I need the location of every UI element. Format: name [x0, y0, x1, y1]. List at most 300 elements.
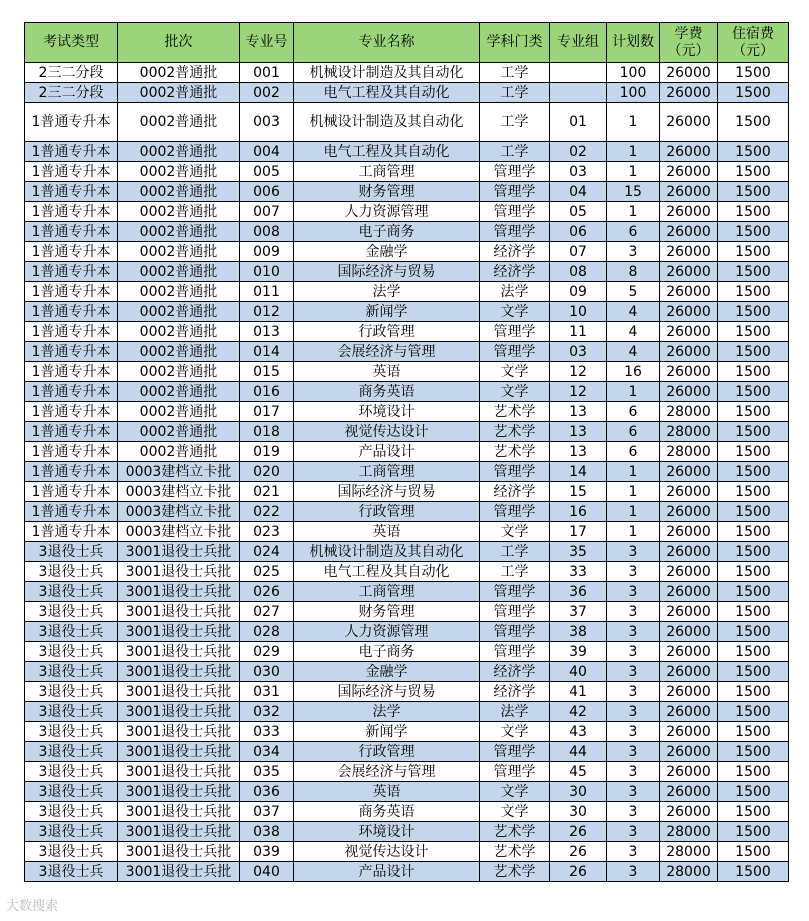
cell-plan-count: 6: [607, 422, 660, 442]
cell-plan-count: 1: [607, 522, 660, 542]
table-row: [25, 262, 789, 282]
cell-major-name: 行政管理: [294, 322, 480, 342]
cell-lodging-fee: 1500: [718, 382, 789, 402]
table-row: [25, 83, 789, 103]
cell-tuition: 26000: [660, 542, 718, 562]
cell-plan-count: 3: [607, 702, 660, 722]
header-discipline: 学科门类: [480, 23, 550, 63]
cell-major-name: 机械设计制造及其自动化: [294, 63, 480, 83]
cell-tuition: 26000: [660, 462, 718, 482]
cell-exam-type: 3退役士兵: [25, 662, 118, 682]
table-row: [25, 362, 789, 382]
cell-major-group: 17: [550, 522, 607, 542]
cell-major-name: 会展经济与管理: [294, 762, 480, 782]
cell-major-code: 022: [240, 502, 294, 522]
cell-batch: 0002普通批: [118, 342, 240, 362]
cell-plan-count: 3: [607, 642, 660, 662]
cell-tuition: 26000: [660, 162, 718, 182]
cell-lodging-fee: 1500: [718, 262, 789, 282]
cell-plan-count: 4: [607, 322, 660, 342]
cell-plan-count: 1: [607, 482, 660, 502]
cell-major-group: 30: [550, 782, 607, 802]
cell-batch: 0002普通批: [118, 202, 240, 222]
cell-tuition: 26000: [660, 642, 718, 662]
cell-discipline: 工学: [480, 83, 550, 103]
cell-lodging-fee: 1500: [718, 362, 789, 382]
cell-major-code: 001: [240, 63, 294, 83]
cell-plan-count: 5: [607, 282, 660, 302]
cell-discipline: 管理学: [480, 622, 550, 642]
cell-tuition: 26000: [660, 522, 718, 542]
table-row: [25, 162, 789, 182]
cell-discipline: 工学: [480, 63, 550, 83]
cell-major-group: 15: [550, 482, 607, 502]
table-body: [25, 63, 789, 882]
cell-batch: 0003建档立卡批: [118, 482, 240, 502]
cell-major-group: 10: [550, 302, 607, 322]
cell-tuition: 26000: [660, 482, 718, 502]
cell-lodging-fee: 1500: [718, 422, 789, 442]
cell-major-code: 012: [240, 302, 294, 322]
cell-plan-count: 3: [607, 662, 660, 682]
cell-discipline: 管理学: [480, 342, 550, 362]
table-row: [25, 103, 789, 142]
cell-major-name: 电气工程及其自动化: [294, 83, 480, 103]
cell-tuition: 26000: [660, 762, 718, 782]
cell-major-name: 国际经济与贸易: [294, 482, 480, 502]
cell-major-code: 007: [240, 202, 294, 222]
cell-major-code: 003: [240, 103, 294, 142]
cell-tuition: 26000: [660, 302, 718, 322]
table-row: [25, 442, 789, 462]
cell-lodging-fee: 1500: [718, 63, 789, 83]
cell-batch: 3001退役士兵批: [118, 642, 240, 662]
cell-discipline: 文学: [480, 362, 550, 382]
cell-tuition: 26000: [660, 342, 718, 362]
cell-plan-count: 3: [607, 822, 660, 842]
cell-tuition: 26000: [660, 262, 718, 282]
cell-major-code: 016: [240, 382, 294, 402]
cell-discipline: 管理学: [480, 182, 550, 202]
cell-exam-type: 1普通专升本: [25, 162, 118, 182]
table-row: [25, 322, 789, 342]
cell-batch: 0002普通批: [118, 142, 240, 162]
cell-major-name: 新闻学: [294, 302, 480, 322]
cell-exam-type: 2三二分段: [25, 83, 118, 103]
cell-major-group: 12: [550, 362, 607, 382]
cell-major-name: 环境设计: [294, 822, 480, 842]
cell-major-code: 006: [240, 182, 294, 202]
cell-exam-type: 1普通专升本: [25, 422, 118, 442]
cell-tuition: 26000: [660, 142, 718, 162]
cell-major-name: 环境设计: [294, 402, 480, 422]
cell-discipline: 法学: [480, 282, 550, 302]
cell-major-group: 26: [550, 842, 607, 862]
cell-batch: 3001退役士兵批: [118, 582, 240, 602]
cell-batch: 0002普通批: [118, 322, 240, 342]
cell-lodging-fee: 1500: [718, 202, 789, 222]
cell-batch: 3001退役士兵批: [118, 662, 240, 682]
table-row: [25, 422, 789, 442]
cell-lodging-fee: 1500: [718, 642, 789, 662]
cell-batch: 3001退役士兵批: [118, 622, 240, 642]
cell-major-name: 金融学: [294, 242, 480, 262]
cell-major-code: 030: [240, 662, 294, 682]
cell-discipline: 工学: [480, 542, 550, 562]
cell-exam-type: 1普通专升本: [25, 482, 118, 502]
cell-major-code: 020: [240, 462, 294, 482]
cell-exam-type: 1普通专升本: [25, 302, 118, 322]
cell-major-group: 02: [550, 142, 607, 162]
cell-major-code: 028: [240, 622, 294, 642]
cell-major-name: 财务管理: [294, 182, 480, 202]
table-row: [25, 642, 789, 662]
cell-exam-type: 3退役士兵: [25, 582, 118, 602]
cell-major-name: 电气工程及其自动化: [294, 562, 480, 582]
cell-plan-count: 1: [607, 162, 660, 182]
cell-tuition: 26000: [660, 722, 718, 742]
cell-tuition: 26000: [660, 83, 718, 103]
cell-lodging-fee: 1500: [718, 702, 789, 722]
cell-tuition: 26000: [660, 602, 718, 622]
cell-tuition: 28000: [660, 822, 718, 842]
cell-tuition: 26000: [660, 562, 718, 582]
cell-major-code: 027: [240, 602, 294, 622]
cell-major-name: 机械设计制造及其自动化: [294, 542, 480, 562]
cell-tuition: 28000: [660, 842, 718, 862]
cell-discipline: 管理学: [480, 462, 550, 482]
cell-major-group: 03: [550, 342, 607, 362]
cell-exam-type: 1普通专升本: [25, 402, 118, 422]
cell-lodging-fee: 1500: [718, 502, 789, 522]
cell-discipline: 文学: [480, 382, 550, 402]
header-tuition: 学费 （元）: [660, 23, 718, 63]
cell-major-name: 行政管理: [294, 502, 480, 522]
cell-batch: 3001退役士兵批: [118, 562, 240, 582]
cell-batch: 0002普通批: [118, 362, 240, 382]
cell-major-code: 036: [240, 782, 294, 802]
cell-major-group: 43: [550, 722, 607, 742]
cell-discipline: 工学: [480, 142, 550, 162]
cell-batch: 0002普通批: [118, 242, 240, 262]
cell-lodging-fee: 1500: [718, 662, 789, 682]
cell-exam-type: 3退役士兵: [25, 722, 118, 742]
cell-tuition: 26000: [660, 702, 718, 722]
table-row: [25, 742, 789, 762]
cell-exam-type: 1普通专升本: [25, 522, 118, 542]
cell-exam-type: 3退役士兵: [25, 642, 118, 662]
table-row: [25, 602, 789, 622]
cell-plan-count: 16: [607, 362, 660, 382]
cell-major-group: 11: [550, 322, 607, 342]
cell-tuition: 26000: [660, 782, 718, 802]
cell-exam-type: 1普通专升本: [25, 362, 118, 382]
cell-lodging-fee: 1500: [718, 302, 789, 322]
cell-batch: 0002普通批: [118, 222, 240, 242]
cell-batch: 0002普通批: [118, 162, 240, 182]
header-batch: 批次: [118, 23, 240, 63]
cell-exam-type: 3退役士兵: [25, 702, 118, 722]
cell-exam-type: 3退役士兵: [25, 562, 118, 582]
cell-exam-type: 3退役士兵: [25, 762, 118, 782]
cell-major-code: 038: [240, 822, 294, 842]
cell-discipline: 经济学: [480, 262, 550, 282]
cell-batch: 3001退役士兵批: [118, 842, 240, 862]
cell-major-name: 视觉传达设计: [294, 842, 480, 862]
cell-exam-type: 3退役士兵: [25, 622, 118, 642]
cell-discipline: 管理学: [480, 742, 550, 762]
cell-tuition: 26000: [660, 582, 718, 602]
cell-exam-type: 1普通专升本: [25, 182, 118, 202]
cell-major-code: 004: [240, 142, 294, 162]
table-row: [25, 562, 789, 582]
cell-major-name: 电气工程及其自动化: [294, 142, 480, 162]
cell-discipline: 艺术学: [480, 442, 550, 462]
cell-batch: 0003建档立卡批: [118, 522, 240, 542]
cell-exam-type: 1普通专升本: [25, 282, 118, 302]
cell-major-group: 04: [550, 182, 607, 202]
table-row: [25, 222, 789, 242]
cell-lodging-fee: 1500: [718, 162, 789, 182]
table-row: [25, 63, 789, 83]
table-row: [25, 722, 789, 742]
cell-batch: 3001退役士兵批: [118, 862, 240, 882]
cell-major-code: 015: [240, 362, 294, 382]
cell-lodging-fee: 1500: [718, 782, 789, 802]
cell-major-name: 人力资源管理: [294, 622, 480, 642]
cell-discipline: 经济学: [480, 662, 550, 682]
cell-major-group: 45: [550, 762, 607, 782]
table-row: [25, 202, 789, 222]
cell-batch: 3001退役士兵批: [118, 762, 240, 782]
cell-major-group: 06: [550, 222, 607, 242]
cell-tuition: 26000: [660, 182, 718, 202]
cell-plan-count: 1: [607, 103, 660, 142]
cell-exam-type: 1普通专升本: [25, 262, 118, 282]
cell-major-group: 13: [550, 442, 607, 462]
cell-major-name: 英语: [294, 782, 480, 802]
cell-lodging-fee: 1500: [718, 582, 789, 602]
cell-plan-count: 3: [607, 562, 660, 582]
cell-plan-count: 3: [607, 582, 660, 602]
cell-discipline: 文学: [480, 782, 550, 802]
cell-major-name: 国际经济与贸易: [294, 262, 480, 282]
cell-major-code: 011: [240, 282, 294, 302]
cell-major-name: 工商管理: [294, 162, 480, 182]
cell-major-name: 电子商务: [294, 222, 480, 242]
cell-major-name: 人力资源管理: [294, 202, 480, 222]
table-row: [25, 282, 789, 302]
cell-batch: 3001退役士兵批: [118, 822, 240, 842]
cell-major-name: 英语: [294, 522, 480, 542]
cell-exam-type: 1普通专升本: [25, 382, 118, 402]
cell-lodging-fee: 1500: [718, 622, 789, 642]
cell-lodging-fee: 1500: [718, 242, 789, 262]
cell-exam-type: 2三二分段: [25, 63, 118, 83]
cell-exam-type: 1普通专升本: [25, 322, 118, 342]
cell-tuition: 26000: [660, 242, 718, 262]
cell-major-group: 12: [550, 382, 607, 402]
cell-plan-count: 15: [607, 182, 660, 202]
header-major-code: 专业号: [240, 23, 294, 63]
header-major-group: 专业组: [550, 23, 607, 63]
cell-batch: 0002普通批: [118, 103, 240, 142]
cell-tuition: 26000: [660, 382, 718, 402]
cell-plan-count: 3: [607, 742, 660, 762]
cell-major-code: 024: [240, 542, 294, 562]
cell-plan-count: 1: [607, 462, 660, 482]
cell-discipline: 文学: [480, 522, 550, 542]
table-row: [25, 182, 789, 202]
cell-major-name: 法学: [294, 282, 480, 302]
cell-exam-type: 1普通专升本: [25, 103, 118, 142]
cell-exam-type: 3退役士兵: [25, 602, 118, 622]
cell-plan-count: 3: [607, 842, 660, 862]
cell-major-group: 41: [550, 682, 607, 702]
table-row: [25, 382, 789, 402]
cell-major-group: 33: [550, 562, 607, 582]
cell-exam-type: 3退役士兵: [25, 682, 118, 702]
cell-plan-count: 3: [607, 542, 660, 562]
table-row: [25, 782, 789, 802]
cell-lodging-fee: 1500: [718, 222, 789, 242]
cell-exam-type: 3退役士兵: [25, 862, 118, 882]
cell-plan-count: 100: [607, 63, 660, 83]
table-row: [25, 402, 789, 422]
cell-plan-count: 1: [607, 142, 660, 162]
cell-major-name: 商务英语: [294, 802, 480, 822]
cell-lodging-fee: 1500: [718, 103, 789, 142]
table-row: [25, 342, 789, 362]
cell-major-name: 新闻学: [294, 722, 480, 742]
cell-tuition: 26000: [660, 502, 718, 522]
table-row: [25, 802, 789, 822]
cell-plan-count: 3: [607, 622, 660, 642]
cell-discipline: 艺术学: [480, 422, 550, 442]
cell-major-group: 03: [550, 162, 607, 182]
cell-major-group: 44: [550, 742, 607, 762]
cell-discipline: 管理学: [480, 322, 550, 342]
cell-discipline: 经济学: [480, 482, 550, 502]
cell-discipline: 经济学: [480, 682, 550, 702]
cell-major-group: 39: [550, 642, 607, 662]
cell-major-group: 26: [550, 822, 607, 842]
cell-major-name: 英语: [294, 362, 480, 382]
cell-discipline: 管理学: [480, 202, 550, 222]
cell-exam-type: 3退役士兵: [25, 802, 118, 822]
cell-major-group: [550, 83, 607, 103]
cell-exam-type: 1普通专升本: [25, 502, 118, 522]
cell-discipline: 艺术学: [480, 402, 550, 422]
cell-discipline: 经济学: [480, 242, 550, 262]
cell-major-name: 视觉传达设计: [294, 422, 480, 442]
cell-batch: 0002普通批: [118, 83, 240, 103]
cell-major-name: 产品设计: [294, 442, 480, 462]
cell-major-group: 08: [550, 262, 607, 282]
cell-major-group: 14: [550, 462, 607, 482]
cell-major-code: 033: [240, 722, 294, 742]
cell-tuition: 26000: [660, 622, 718, 642]
cell-major-name: 会展经济与管理: [294, 342, 480, 362]
header-exam-type: 考试类型: [25, 23, 118, 63]
cell-major-group: 35: [550, 542, 607, 562]
cell-major-code: 025: [240, 562, 294, 582]
cell-exam-type: 3退役士兵: [25, 542, 118, 562]
cell-plan-count: 3: [607, 602, 660, 622]
cell-plan-count: 3: [607, 682, 660, 702]
cell-batch: 3001退役士兵批: [118, 542, 240, 562]
cell-discipline: 工学: [480, 103, 550, 142]
cell-batch: 0002普通批: [118, 262, 240, 282]
cell-plan-count: 1: [607, 502, 660, 522]
cell-lodging-fee: 1500: [718, 822, 789, 842]
cell-lodging-fee: 1500: [718, 742, 789, 762]
cell-major-name: 财务管理: [294, 602, 480, 622]
cell-plan-count: 1: [607, 202, 660, 222]
cell-exam-type: 3退役士兵: [25, 842, 118, 862]
cell-major-code: 034: [240, 742, 294, 762]
cell-exam-type: 1普通专升本: [25, 342, 118, 362]
table-row: [25, 842, 789, 862]
cell-major-name: 行政管理: [294, 742, 480, 762]
cell-tuition: 26000: [660, 63, 718, 83]
cell-lodging-fee: 1500: [718, 83, 789, 103]
cell-discipline: 管理学: [480, 642, 550, 662]
cell-discipline: 文学: [480, 302, 550, 322]
cell-major-code: 040: [240, 862, 294, 882]
cell-tuition: 28000: [660, 862, 718, 882]
cell-exam-type: 1普通专升本: [25, 242, 118, 262]
cell-batch: 3001退役士兵批: [118, 802, 240, 822]
cell-major-name: 商务英语: [294, 382, 480, 402]
cell-major-group: 09: [550, 282, 607, 302]
cell-lodging-fee: 1500: [718, 282, 789, 302]
cell-tuition: 26000: [660, 282, 718, 302]
cell-discipline: 管理学: [480, 502, 550, 522]
cell-lodging-fee: 1500: [718, 602, 789, 622]
cell-major-name: 电子商务: [294, 642, 480, 662]
cell-lodging-fee: 1500: [718, 842, 789, 862]
cell-tuition: 26000: [660, 742, 718, 762]
cell-major-name: 金融学: [294, 662, 480, 682]
header-lodging-fee: 住宿费 （元）: [718, 23, 789, 63]
cell-lodging-fee: 1500: [718, 762, 789, 782]
cell-exam-type: 3退役士兵: [25, 742, 118, 762]
cell-plan-count: 3: [607, 762, 660, 782]
cell-lodging-fee: 1500: [718, 542, 789, 562]
cell-major-code: 023: [240, 522, 294, 542]
cell-batch: 0002普通批: [118, 302, 240, 322]
cell-discipline: 管理学: [480, 582, 550, 602]
cell-batch: 3001退役士兵批: [118, 782, 240, 802]
cell-major-code: 037: [240, 802, 294, 822]
table-header: [25, 23, 789, 63]
cell-tuition: 26000: [660, 682, 718, 702]
cell-exam-type: 1普通专升本: [25, 462, 118, 482]
cell-plan-count: 3: [607, 782, 660, 802]
cell-plan-count: 6: [607, 222, 660, 242]
cell-tuition: 26000: [660, 362, 718, 382]
cell-plan-count: 1: [607, 382, 660, 402]
cell-lodging-fee: 1500: [718, 322, 789, 342]
cell-tuition: 26000: [660, 202, 718, 222]
cell-major-group: 26: [550, 862, 607, 882]
cell-major-code: 039: [240, 842, 294, 862]
cell-major-name: 国际经济与贸易: [294, 682, 480, 702]
cell-batch: 0003建档立卡批: [118, 462, 240, 482]
cell-major-group: 01: [550, 103, 607, 142]
cell-discipline: 法学: [480, 702, 550, 722]
